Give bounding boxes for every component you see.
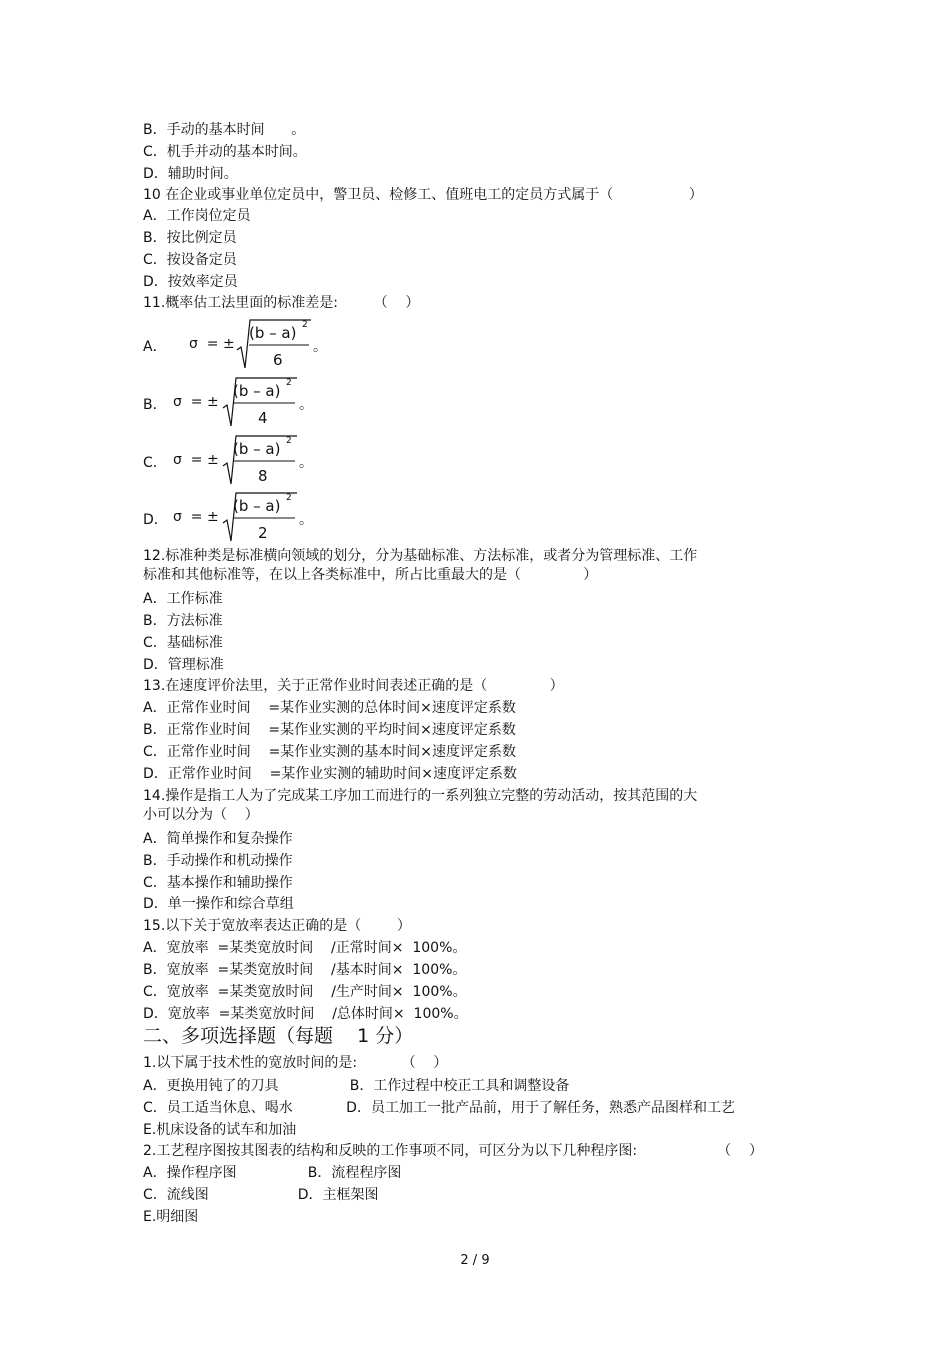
text-line-b-manual: B．手动的基本时间 。 [143, 122, 306, 138]
sigma-symbol: σ = ± [189, 336, 235, 352]
text-line-q14-b: B．手动操作和机动操作 [143, 853, 293, 869]
formula-end: 。 [299, 512, 313, 528]
text-line-q15-c: C．宽放率 =某类宽放时间 /生产时间× 100%。 [143, 984, 467, 1000]
denominator-text: 4 [258, 409, 268, 427]
text-line-q13-a: A．正常作业时间 =某作业实测的总体时间×速度评定系数 [143, 700, 516, 716]
text-line-q12-d: D．管理标准 [143, 657, 224, 673]
text-line-q14-d: D．单一操作和综合草组 [143, 896, 294, 912]
text-line-q14-c: C．基本操作和辅助操作 [143, 875, 293, 891]
formula-end: 。 [299, 455, 313, 471]
text-line-q12-a: A．工作标准 [143, 591, 223, 607]
numerator-text: (b – a) [233, 382, 281, 400]
text-line-q12-2: 标准和其他标准等，在以上各类标准中，所占比重最大的是（ ） [143, 567, 598, 583]
text-line-q12-b: B．方法标准 [143, 613, 223, 629]
exponent-text: 2 [302, 320, 308, 330]
text-line-q10-c: C．按设备定员 [143, 252, 237, 268]
sigma-symbol: σ = ± [173, 452, 219, 468]
denominator-text: 6 [273, 351, 283, 369]
formula-end: 。 [299, 397, 313, 413]
text-line-q15-a: A．宽放率 =某类宽放时间 /正常时间× 100%。 [143, 940, 467, 956]
text-line-q14-2: 小可以分为（ ） [143, 807, 259, 823]
section-title: 二、多项选择题（每题 1 分） [143, 1025, 414, 1047]
exponent-text: 2 [286, 436, 292, 446]
sqrt-fraction [143, 376, 313, 430]
text-line-q12-1: 12.标准种类是标准横向领域的划分，分为基础标准、方法标准，或者分为管理标准、工作 [143, 548, 698, 564]
text-line-m2-ab: A．操作程序图 B．流程程序图 [143, 1165, 402, 1181]
text-line-m1-cd: C．员工适当休息、喝水 D．员工加工一批产品前，用于了解任务，熟悉产品图样和工艺 [143, 1100, 735, 1116]
text-line-m1-ab: A．更换用钝了的刀具 B．工作过程中校正工具和调整设备 [143, 1078, 570, 1094]
exponent-text: 2 [286, 493, 292, 503]
option-label: D． [143, 512, 168, 528]
text-line-q10-d: D．按效率定员 [143, 274, 238, 290]
text-line-q15-b: B．宽放率 =某类宽放时间 /基本时间× 100%。 [143, 962, 467, 978]
text-line-q13-c: C．正常作业时间 =某作业实测的基本时间×速度评定系数 [143, 744, 517, 760]
text-line-q10: 10 在企业或事业单位定员中，警卫员、检修工、值班电工的定员方式属于（ ） [143, 187, 703, 203]
sqrt-fraction [143, 434, 313, 488]
text-line-m1: 1.以下属于技术性的宽放时间的是: （ ） [143, 1055, 448, 1071]
numerator-text: (b – a) [233, 440, 281, 458]
text-line-q15: 15.以下关于宽放率表达正确的是（ ） [143, 918, 411, 934]
text-line-d-aux: D．辅助时间。 [143, 166, 238, 182]
text-line-q13: 13.在速度评价法里，关于正常作业时间表述正确的是（ ） [143, 678, 564, 694]
exponent-text: 2 [286, 378, 292, 388]
denominator-text: 2 [258, 524, 268, 542]
option-label: C． [143, 455, 167, 471]
sigma-symbol: σ = ± [173, 394, 219, 410]
text-line-q13-d: D．正常作业时间 =某作业实测的辅助时间×速度评定系数 [143, 766, 518, 782]
page-number: 2 / 9 [460, 1253, 490, 1268]
option-label: B． [143, 397, 167, 413]
option-label: A． [143, 339, 167, 355]
numerator-text: (b – a) [249, 324, 297, 342]
text-line-m2: 2.工艺程序图按其图表的结构和反映的工作事项不同，可区分为以下几种程序图: （ ） [143, 1143, 763, 1159]
text-line-q10-b: B．按比例定员 [143, 230, 237, 246]
text-line-c-machine: C．机手并动的基本时间。 [143, 144, 307, 160]
text-line-q15-d: D．宽放率 =某类宽放时间 /总体时间× 100%。 [143, 1006, 468, 1022]
formula-end: 。 [313, 339, 327, 355]
text-line-m2-e: E.明细图 [143, 1209, 199, 1225]
text-line-m2-cd: C．流线图 D．主框架图 [143, 1187, 379, 1203]
sqrt-fraction [143, 491, 313, 545]
denominator-text: 8 [258, 467, 268, 485]
text-line-q11: 11.概率估工法里面的标准差是: （ ） [143, 295, 420, 311]
sigma-symbol: σ = ± [173, 509, 219, 525]
text-line-q14-1: 14.操作是指工人为了完成某工序加工而进行的一系列独立完整的劳动活动，按其范围的大 [143, 788, 698, 804]
numerator-text: (b – a) [233, 497, 281, 515]
text-line-q12-c: C．基础标准 [143, 635, 223, 651]
text-line-q13-b: B．正常作业时间 =某作业实测的平均时间×速度评定系数 [143, 722, 516, 738]
sqrt-fraction [143, 318, 323, 372]
text-line-q14-a: A．简单操作和复杂操作 [143, 831, 293, 847]
text-line-m1-e: E.机床设备的试车和加油 [143, 1122, 297, 1138]
text-line-q10-a: A．工作岗位定员 [143, 208, 251, 224]
